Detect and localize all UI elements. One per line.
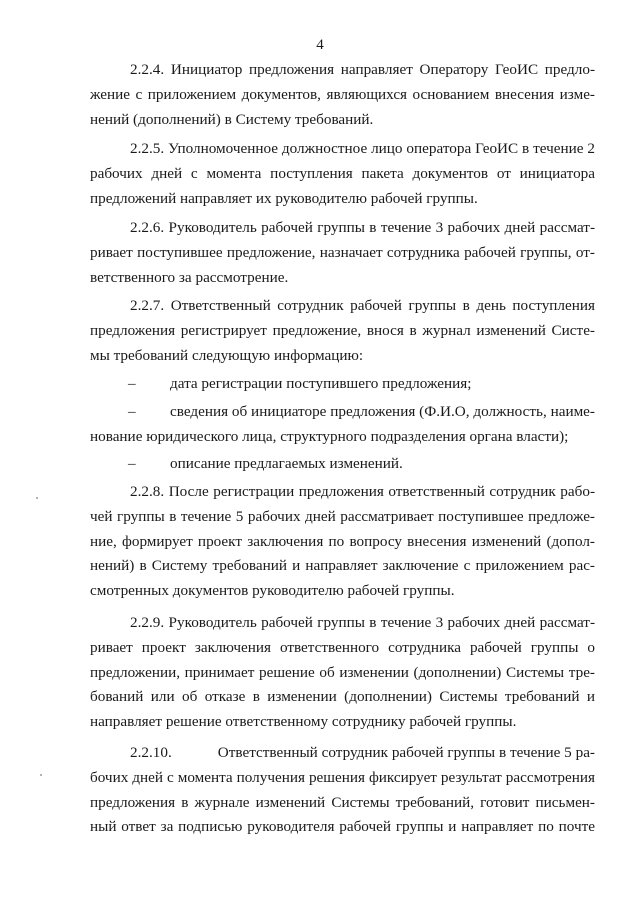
paragraph-line bbox=[90, 741, 595, 766]
paragraph-line: предложения в журнале изменений Системы требований, готовит письмен- bbox=[90, 793, 595, 811]
paragraph-line: ривает поступившее предложение, назначает сотрудника рабочей группы, от- bbox=[90, 243, 595, 261]
paragraph-2-2-8 bbox=[90, 480, 595, 604]
paragraph-line: 2.2.5. Уполномоченное должностное лицо оператора ГеоИС в течение 2 bbox=[130, 140, 595, 157]
paragraph-2-2-4 bbox=[90, 58, 595, 132]
list-dash: – bbox=[128, 403, 136, 420]
paragraph-line: предложений направляет их руководителю рабочей группы. bbox=[90, 189, 478, 207]
list-dash: – bbox=[128, 375, 136, 392]
paragraph-line-rest: Ответственный сотрудник рабочей группы в течение 5 ра- bbox=[217, 744, 595, 761]
paragraph-line: бочих дней с момента получения решения фиксирует результат рассмотрения bbox=[90, 768, 595, 786]
paragraph-line: жение с приложением документов, являющихся основанием внесения изме- bbox=[90, 85, 595, 103]
paragraph-line: нений (дополнений) в Систему требований. bbox=[90, 110, 374, 128]
list-item-line: сведения об инициаторе предложения (Ф.И.О, должность, наиме- bbox=[170, 403, 595, 420]
paragraph-line: 2.2.8. После регистрации предложения ответственный сотрудник рабо- bbox=[130, 483, 595, 500]
paragraph-line: мы требований следующую информацию: bbox=[90, 346, 364, 364]
paragraph-line: смотренных документов руководителю рабочей группы. bbox=[90, 582, 455, 600]
list-item bbox=[90, 452, 595, 477]
paragraph-line: нений) в Систему требований и направляет заключение с приложением рас- bbox=[90, 557, 595, 575]
paragraph-line: чей группы в течение 5 рабочих дней рассматривает поступившее предложе- bbox=[90, 507, 595, 525]
paragraph-line: 2.2.6. Руководитель рабочей группы в течение 3 рабочих дней рассмат- bbox=[130, 219, 595, 236]
paragraph-line: 2.2.7. Ответственный сотрудник рабочей группы в день поступления bbox=[130, 297, 595, 314]
list-item-line: дата регистрации поступившего предложения; bbox=[170, 375, 472, 392]
paragraph-line: предложении, принимает решение об изменении (дополнении) Системы тре- bbox=[90, 663, 595, 681]
scan-speck bbox=[40, 774, 42, 776]
paragraph-line: 2.2.4. Инициатор предложения направляет Оператору ГеоИС предло- bbox=[130, 61, 595, 78]
list-item-line: описание предлагаемых изменений. bbox=[170, 455, 403, 472]
paragraph-line: рабочих дней с момента поступления пакета документов от инициатора bbox=[90, 164, 595, 182]
list-item-line: нование юридического лица, структурного подразделения органа власти); bbox=[90, 427, 569, 445]
page-number: 4 bbox=[316, 37, 324, 53]
paragraph-line: направляет решение ответственному сотруднику рабочей группы. bbox=[90, 713, 517, 731]
paragraph-line: предложения регистрирует предложение, внося в журнал изменений Систе- bbox=[90, 321, 595, 339]
paragraph-2-2-7 bbox=[90, 294, 595, 368]
paragraph-line: ривает проект заключения ответственного сотрудника рабочей группы о bbox=[90, 638, 595, 656]
paragraph-2-2-5 bbox=[90, 137, 595, 211]
list-item bbox=[90, 372, 595, 397]
paragraph-2-2-9 bbox=[90, 611, 595, 735]
list-dash: – bbox=[128, 455, 136, 472]
paragraph-line: бований или об отказе в изменении (дополнении) Системы требований и bbox=[90, 688, 595, 706]
paragraph-2-2-10 bbox=[90, 741, 595, 840]
list-item bbox=[90, 400, 595, 450]
paragraph-line: ние, формирует проект заключения по вопросу внесения изменений (допол- bbox=[90, 532, 595, 550]
paragraph-line: 2.2.9. Руководитель рабочей группы в течение 3 рабочих дней рассмат- bbox=[130, 614, 595, 631]
paragraph-line: ветственного за рассмотрение. bbox=[90, 268, 289, 286]
paragraph-2-2-6 bbox=[90, 216, 595, 290]
scan-speck bbox=[36, 497, 38, 499]
paragraph-line: ный ответ за подписью руководителя рабочей группы и направляет по почте bbox=[90, 818, 595, 836]
paragraph-number: 2.2.10. bbox=[130, 744, 172, 761]
